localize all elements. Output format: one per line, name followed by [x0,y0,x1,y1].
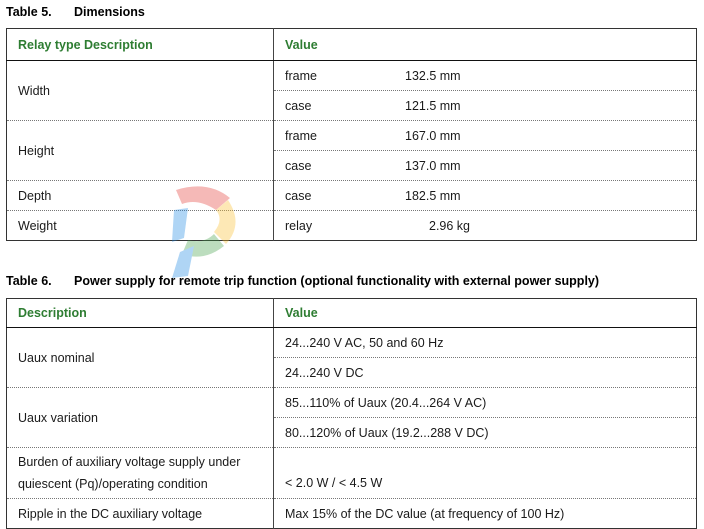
value-cell: 24...240 V DC [274,358,697,388]
row-description: Width [7,61,274,121]
row-description: Height [7,121,274,181]
value-cell [274,61,697,91]
table6-header-value: Value [274,299,697,328]
table5-number: Table 5. [6,5,52,19]
row-description: Uaux variation [7,388,274,448]
row-description: Depth [7,181,274,211]
value-cell: 85...110% of Uaux (20.4...264 V AC) [274,388,697,418]
row-description: Ripple in the DC auxiliary voltage [7,499,274,529]
value-key: frame [285,128,317,143]
value-cell: Max 15% of the DC value (at frequency of 100 Hz) [285,506,565,521]
table5-header-description: Relay type Description [7,29,274,61]
table5-caption [6,5,145,19]
table-row [7,388,697,418]
table5-header-value: Value [274,29,697,61]
table-row [7,61,697,91]
table-row [7,448,697,499]
row-description: Weight [7,211,274,241]
power-supply-table [6,298,697,529]
value-text: 132.5 mm [405,68,461,83]
value-text: 137.0 mm [405,158,461,173]
table5-title: Dimensions [74,5,145,19]
watermark-logo-icon [168,180,244,280]
row-description: Uaux nominal [7,328,274,388]
value-cell: < 2.0 W / < 4.5 W [274,448,697,499]
table6-number: Table 6. [6,274,52,288]
value-cell [274,121,697,151]
value-cell [274,91,697,121]
table-row [7,499,697,529]
value-key: relay [285,218,313,233]
value-key: frame [285,68,317,83]
value-cell: 80...120% of Uaux (19.2...288 V DC) [274,418,697,448]
dimensions-table [6,28,697,241]
table-row [7,211,697,241]
value-text: 2.96 kg [429,218,471,233]
value-cell [274,151,697,181]
table-row [7,181,697,211]
value-text: 121.5 mm [405,98,461,113]
value-key: case [285,158,312,173]
table6-header-description: Description [7,299,274,328]
row-description: Burden of auxiliary voltage supply under quiescent (Pq)/operating condition [7,448,274,499]
value-cell [274,181,697,211]
table-row [7,121,697,151]
value-key: case [285,98,312,113]
value-cell: 24...240 V AC, 50 and 60 Hz [274,328,697,358]
table6-caption [6,274,599,288]
value-text: 182.5 mm [405,188,461,203]
table-row [7,328,697,358]
table6-title: Power supply for remote trip function (optional functionality with external power supply) [74,274,600,288]
value-cell [274,211,697,241]
value-key: case [285,188,312,203]
value-text: 167.0 mm [405,128,461,143]
